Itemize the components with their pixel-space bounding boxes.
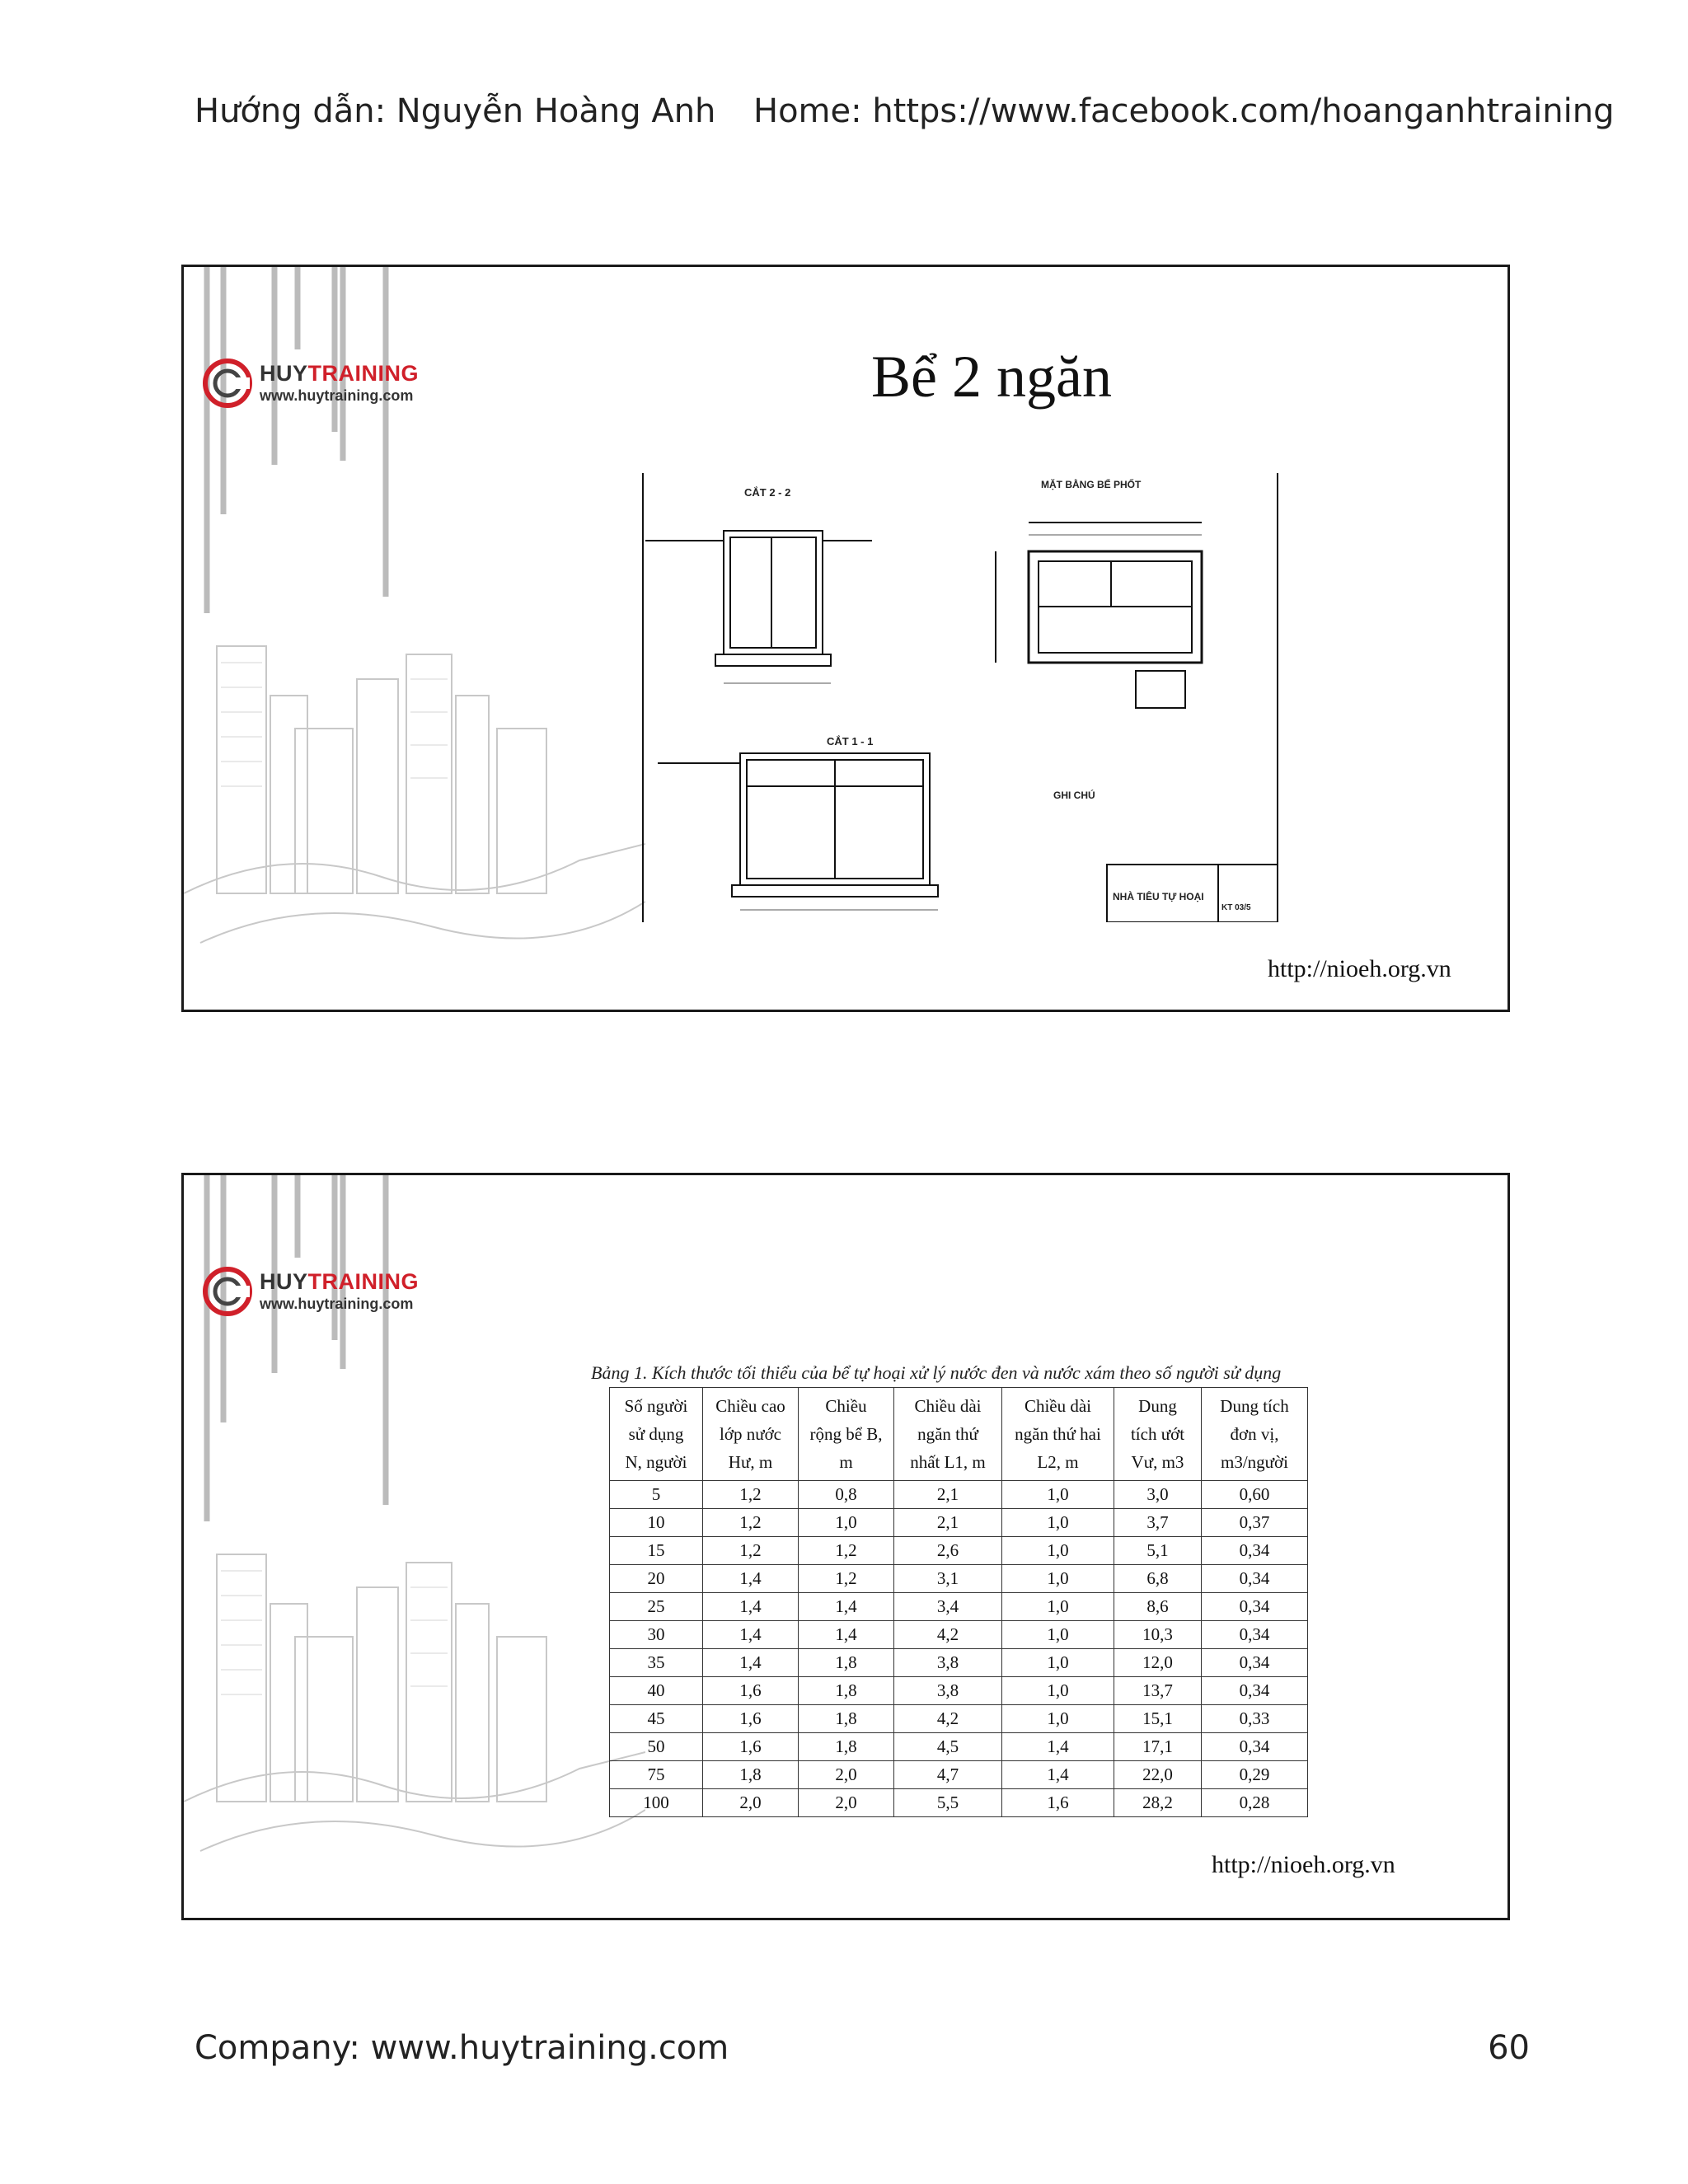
table-cell: 0,34	[1202, 1733, 1308, 1761]
table-cell: 1,4	[703, 1565, 799, 1593]
table-row	[610, 1649, 1308, 1677]
table-cell: 100	[610, 1789, 703, 1817]
table-cell: 1,2	[799, 1565, 894, 1593]
table-row	[610, 1677, 1308, 1705]
footer-company[interactable]: Company: www.huytraining.com	[195, 2029, 729, 2067]
table-cell: 1,0	[799, 1509, 894, 1537]
huytraining-logo-icon	[202, 1266, 253, 1317]
slide-septic-tank-drawing	[181, 265, 1510, 1012]
table-cell: 0,34	[1202, 1649, 1308, 1677]
table-cell: 1,4	[703, 1649, 799, 1677]
table-cell: 0,34	[1202, 1621, 1308, 1649]
table-cell: 1,4	[703, 1593, 799, 1621]
table-cell: 2,0	[799, 1761, 894, 1789]
header-width: Chiều rộng bể B, m	[799, 1388, 894, 1481]
table-row	[610, 1621, 1308, 1649]
logo-site: www.huytraining.com	[260, 1296, 414, 1312]
table-cell: 75	[610, 1761, 703, 1789]
table-cell: 1,8	[703, 1761, 799, 1789]
sheet-number: KT 03/5	[1221, 903, 1251, 912]
table-cell: 1,4	[703, 1621, 799, 1649]
header-persons: Số người sử dụng N, người	[610, 1388, 703, 1481]
huytraining-logo	[202, 358, 433, 415]
table-cell: 30	[610, 1621, 703, 1649]
septic-tank-technical-drawing	[641, 473, 1284, 922]
table-cell: 22,0	[1114, 1761, 1202, 1789]
section-2-2-label: CẮT 2 - 2	[744, 486, 791, 499]
table-cell: 1,0	[1002, 1621, 1114, 1649]
table-cell: 3,8	[894, 1677, 1002, 1705]
table-cell: 10,3	[1114, 1621, 1202, 1649]
table-cell: 8,6	[1114, 1593, 1202, 1621]
huytraining-logo	[202, 1266, 433, 1324]
table-cell: 1,0	[1002, 1705, 1114, 1733]
table-row	[610, 1761, 1308, 1789]
header-length-second: Chiều dài ngăn thứ hai L2, m	[1002, 1388, 1114, 1481]
table-cell: 4,7	[894, 1761, 1002, 1789]
notes-title: GHI CHÚ	[1053, 790, 1095, 801]
source-link[interactable]: http://nioeh.org.vn	[1212, 1851, 1395, 1878]
table-cell: 1,0	[1002, 1565, 1114, 1593]
table-cell: 1,0	[1002, 1537, 1114, 1565]
table-cell: 0,34	[1202, 1593, 1308, 1621]
logo-brand: HUYTRAINING	[260, 1269, 420, 1294]
plan-label: MẶT BẰNG BỂ PHỐT	[1041, 479, 1142, 490]
table-cell: 2,6	[894, 1537, 1002, 1565]
table-cell: 28,2	[1114, 1789, 1202, 1817]
table-cell: 5,5	[894, 1789, 1002, 1817]
table-cell: 0,8	[799, 1481, 894, 1509]
table-cell: 45	[610, 1705, 703, 1733]
header-wet-volume: Dung tích ướt Vư, m3	[1114, 1388, 1202, 1481]
table-cell: 6,8	[1114, 1565, 1202, 1593]
table-cell: 1,4	[1002, 1733, 1114, 1761]
source-link[interactable]: http://nioeh.org.vn	[1268, 955, 1451, 982]
table-cell: 1,0	[1002, 1593, 1114, 1621]
logo-brand: HUYTRAINING	[260, 361, 420, 386]
table-cell: 0,28	[1202, 1789, 1308, 1817]
table-cell: 1,2	[703, 1509, 799, 1537]
table-cell: 15,1	[1114, 1705, 1202, 1733]
huytraining-logo-icon	[202, 358, 253, 409]
table-cell: 4,2	[894, 1621, 1002, 1649]
header-water-height: Chiều cao lớp nước Hư, m	[703, 1388, 799, 1481]
table-cell: 1,8	[799, 1649, 894, 1677]
table-cell: 1,2	[799, 1537, 894, 1565]
table-cell: 1,4	[799, 1593, 894, 1621]
table-cell: 0,29	[1202, 1761, 1308, 1789]
title-block-name: NHÀ TIÊU TỰ HOẠI	[1113, 891, 1204, 902]
table-header-row	[610, 1388, 1308, 1481]
table-cell: 2,0	[799, 1789, 894, 1817]
table-cell: 1,4	[799, 1621, 894, 1649]
table-cell: 1,6	[703, 1705, 799, 1733]
table-row	[610, 1593, 1308, 1621]
table-cell: 13,7	[1114, 1677, 1202, 1705]
table-cell: 25	[610, 1593, 703, 1621]
table-cell: 1,8	[799, 1733, 894, 1761]
tank-size-table	[609, 1387, 1308, 1817]
table-cell: 1,2	[703, 1537, 799, 1565]
table-cell: 0,34	[1202, 1565, 1308, 1593]
header-length-first: Chiều dài ngăn thứ nhất L1, m	[894, 1388, 1002, 1481]
table-cell: 4,5	[894, 1733, 1002, 1761]
table-cell: 15	[610, 1537, 703, 1565]
table-cell: 1,6	[1002, 1789, 1114, 1817]
table-body	[610, 1481, 1308, 1817]
table-cell: 50	[610, 1733, 703, 1761]
table-cell: 2,1	[894, 1481, 1002, 1509]
table-cell: 5,1	[1114, 1537, 1202, 1565]
table-cell: 2,1	[894, 1509, 1002, 1537]
slide-tank-size-table	[181, 1173, 1510, 1920]
table-row	[610, 1705, 1308, 1733]
table-cell: 3,1	[894, 1565, 1002, 1593]
header-unit-volume: Dung tích đơn vị, m3/người	[1202, 1388, 1308, 1481]
table-cell: 10	[610, 1509, 703, 1537]
table-cell: 17,1	[1114, 1733, 1202, 1761]
table-cell: 0,33	[1202, 1705, 1308, 1733]
table-cell: 3,8	[894, 1649, 1002, 1677]
table-cell: 1,8	[799, 1705, 894, 1733]
table-cell: 0,60	[1202, 1481, 1308, 1509]
table-cell: 1,6	[703, 1733, 799, 1761]
table-cell: 1,0	[1002, 1677, 1114, 1705]
table-row	[610, 1565, 1308, 1593]
table-cell: 5	[610, 1481, 703, 1509]
table-cell: 2,0	[703, 1789, 799, 1817]
logo-site: www.huytraining.com	[260, 387, 414, 404]
table-cell: 1,8	[799, 1677, 894, 1705]
table-row	[610, 1789, 1308, 1817]
table-row	[610, 1481, 1308, 1509]
table-cell: 3,0	[1114, 1481, 1202, 1509]
table-cell: 3,4	[894, 1593, 1002, 1621]
table-cell: 0,37	[1202, 1509, 1308, 1537]
section-1-1-label: CẮT 1 - 1	[827, 735, 874, 748]
table-caption: Bảng 1. Kích thước tối thiểu của bể tự hoại xử lý nước đen và nước xám theo số người sử dụng	[591, 1362, 1282, 1383]
table-cell: 40	[610, 1677, 703, 1705]
table-row	[610, 1537, 1308, 1565]
table-cell: 4,2	[894, 1705, 1002, 1733]
table-cell: 1,6	[703, 1677, 799, 1705]
table-cell: 1,0	[1002, 1509, 1114, 1537]
table-cell: 20	[610, 1565, 703, 1593]
table-cell: 12,0	[1114, 1649, 1202, 1677]
table-row	[610, 1733, 1308, 1761]
table-row	[610, 1509, 1308, 1537]
table-cell: 1,2	[703, 1481, 799, 1509]
table-cell: 1,0	[1002, 1649, 1114, 1677]
table-cell: 1,4	[1002, 1761, 1114, 1789]
table-cell: 0,34	[1202, 1677, 1308, 1705]
table-cell: 0,34	[1202, 1537, 1308, 1565]
header-author: Hướng dẫn: Nguyễn Hoàng Anh	[195, 92, 716, 130]
table-cell: 35	[610, 1649, 703, 1677]
page-number: 60	[1488, 2029, 1530, 2067]
table-cell: 1,0	[1002, 1481, 1114, 1509]
header-home-link[interactable]: Home: https://www.facebook.com/hoanganhtraining	[753, 92, 1615, 130]
slide-title: Bể 2 ngăn	[871, 344, 1112, 410]
table-cell: 3,7	[1114, 1509, 1202, 1537]
